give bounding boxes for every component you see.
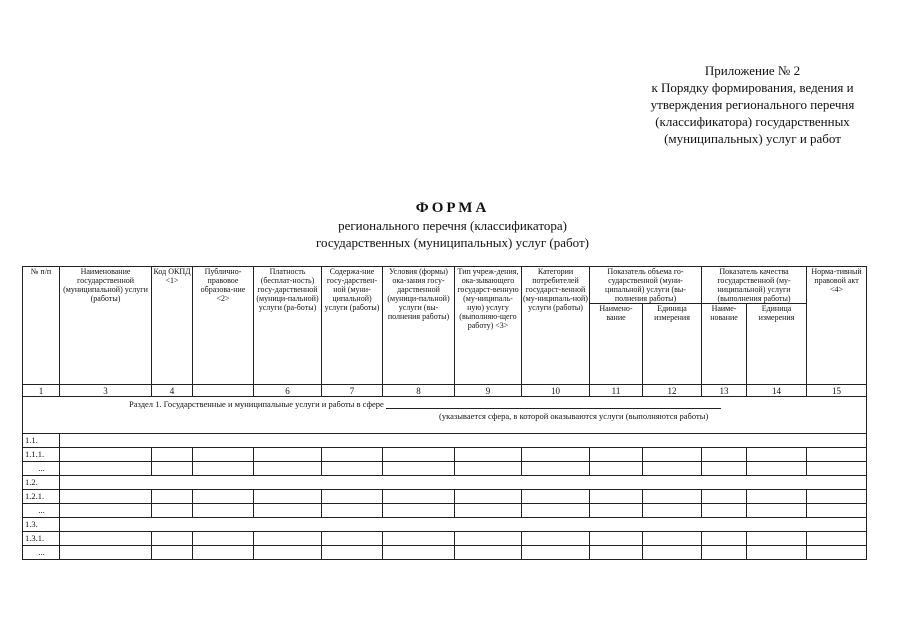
column-numbers-row bbox=[23, 385, 867, 397]
data-rows bbox=[23, 434, 867, 560]
services-table bbox=[22, 266, 867, 560]
table-row bbox=[23, 518, 867, 532]
table-cell[interactable] bbox=[60, 546, 152, 560]
table-cell[interactable] bbox=[193, 532, 254, 546]
column-number: 11 bbox=[590, 385, 643, 397]
table-cell[interactable] bbox=[807, 490, 867, 504]
column-number: 3 bbox=[60, 385, 152, 397]
table-cell[interactable] bbox=[643, 532, 702, 546]
table-cell[interactable] bbox=[702, 490, 747, 504]
column-number: 12 bbox=[643, 385, 702, 397]
column-number: 8 bbox=[383, 385, 455, 397]
column-number: 13 bbox=[702, 385, 747, 397]
section-cell bbox=[23, 397, 867, 434]
appendix-line-3: утверждения регионального перечня bbox=[650, 97, 855, 112]
col-header-legal-act: Норма-тивный правовой акт <4> bbox=[807, 267, 867, 385]
row-number: 1.3. bbox=[23, 518, 60, 532]
table-row bbox=[23, 462, 867, 476]
row-number: 1.1. bbox=[23, 434, 60, 448]
appendix-line-4: (классификатора) государственных bbox=[655, 114, 850, 129]
table-cell[interactable] bbox=[643, 546, 702, 560]
col-header-no: № п/п bbox=[23, 267, 60, 385]
appendix-line-2: к Порядку формирования, ведения и bbox=[651, 80, 854, 95]
table-cell[interactable] bbox=[60, 462, 152, 476]
table-row bbox=[23, 434, 867, 448]
table-cell[interactable] bbox=[322, 490, 383, 504]
form-heading: ФОРМА bbox=[415, 200, 490, 216]
table-cell[interactable] bbox=[383, 504, 455, 518]
table-cell[interactable] bbox=[60, 504, 152, 518]
header-row-1 bbox=[23, 267, 867, 304]
table-cell[interactable] bbox=[152, 532, 193, 546]
column-number: 7 bbox=[322, 385, 383, 397]
table-cell[interactable] bbox=[643, 448, 702, 462]
table-cell[interactable] bbox=[383, 546, 455, 560]
table-cell[interactable] bbox=[455, 448, 522, 462]
column-number: 15 bbox=[807, 385, 867, 397]
column-number: 10 bbox=[522, 385, 590, 397]
table-cell[interactable] bbox=[522, 532, 590, 546]
table-cell[interactable] bbox=[193, 504, 254, 518]
table-cell[interactable] bbox=[322, 504, 383, 518]
column-number: 14 bbox=[747, 385, 807, 397]
section-row bbox=[23, 397, 867, 434]
table-cell[interactable] bbox=[590, 504, 643, 518]
group-cell[interactable] bbox=[60, 518, 867, 532]
table-cell[interactable] bbox=[254, 546, 322, 560]
table-cell[interactable] bbox=[522, 462, 590, 476]
table-cell[interactable] bbox=[193, 448, 254, 462]
table-cell[interactable] bbox=[807, 462, 867, 476]
form-subtitle-1: регионального перечня (классификатора) bbox=[338, 218, 567, 233]
col-header-institution-type: Тип учреж-дения, ока-зывающего государст-венную (му-ниципаль-ную) услугу (выполняю-щего работу) <3> bbox=[455, 267, 522, 385]
section-note: (указывается сфера, в которой оказываются услуги (выполняются работы) bbox=[439, 411, 709, 421]
table-cell[interactable] bbox=[807, 504, 867, 518]
table-cell[interactable] bbox=[522, 448, 590, 462]
row-number: 1.1.1. bbox=[23, 448, 60, 462]
table-cell[interactable] bbox=[383, 532, 455, 546]
table-cell[interactable] bbox=[455, 546, 522, 560]
table-row bbox=[23, 504, 867, 518]
col-header-volume-unit: Единица измерения bbox=[643, 304, 702, 385]
col-header-content: Содержа-ние госу-дарствен-ной (муни-ципальной) услуги (работы) bbox=[322, 267, 383, 385]
table-cell[interactable] bbox=[152, 490, 193, 504]
table-cell[interactable] bbox=[747, 448, 807, 462]
table-cell[interactable] bbox=[702, 462, 747, 476]
table-cell[interactable] bbox=[193, 546, 254, 560]
column-number: 1 bbox=[23, 385, 60, 397]
table-cell[interactable] bbox=[455, 532, 522, 546]
table-cell[interactable] bbox=[747, 546, 807, 560]
table-row bbox=[23, 448, 867, 462]
table-cell[interactable] bbox=[590, 490, 643, 504]
col-header-consumers: Категории потребителей государст-венной (му-ниципаль-ной) услуги (работы) bbox=[522, 267, 590, 385]
table-cell[interactable] bbox=[193, 490, 254, 504]
table-row bbox=[23, 476, 867, 490]
table-cell[interactable] bbox=[322, 546, 383, 560]
table-cell[interactable] bbox=[747, 504, 807, 518]
row-number: 1.2. bbox=[23, 476, 60, 490]
column-number: 4 bbox=[152, 385, 193, 397]
section-title: Раздел 1. Государственные и муниципальные услуги и работы в сфере bbox=[129, 399, 384, 409]
table-cell[interactable] bbox=[254, 504, 322, 518]
row-number: ... bbox=[23, 462, 60, 476]
table-cell[interactable] bbox=[807, 448, 867, 462]
row-number: ... bbox=[23, 504, 60, 518]
group-cell[interactable] bbox=[60, 434, 867, 448]
table-cell[interactable] bbox=[254, 532, 322, 546]
table-cell[interactable] bbox=[152, 546, 193, 560]
table-cell[interactable] bbox=[702, 546, 747, 560]
table-cell[interactable] bbox=[522, 546, 590, 560]
table-cell[interactable] bbox=[643, 504, 702, 518]
table-cell[interactable] bbox=[807, 546, 867, 560]
col-group-quality: Показатель качества государственной (му-ниципальной) услуги (выполнения работы) bbox=[702, 267, 807, 304]
col-header-public-entity: Публично-правовое образова-ние <2> bbox=[193, 267, 254, 385]
column-number bbox=[193, 385, 254, 397]
table-cell[interactable] bbox=[590, 532, 643, 546]
table-cell[interactable] bbox=[322, 462, 383, 476]
table-cell[interactable] bbox=[322, 448, 383, 462]
table-cell[interactable] bbox=[522, 504, 590, 518]
col-header-payment: Платность (бесплат-ность) госу-дарственной (муници-пальной) услуги (ра-боты) bbox=[254, 267, 322, 385]
form-subtitle-2: государственных (муниципальных) услуг (работ) bbox=[316, 235, 589, 250]
table-cell[interactable] bbox=[702, 532, 747, 546]
table-cell[interactable] bbox=[60, 490, 152, 504]
table-cell[interactable] bbox=[322, 532, 383, 546]
row-number: ... bbox=[23, 546, 60, 560]
table-cell[interactable] bbox=[193, 462, 254, 476]
table-cell[interactable] bbox=[522, 490, 590, 504]
table-cell[interactable] bbox=[152, 448, 193, 462]
table-cell[interactable] bbox=[254, 448, 322, 462]
table-cell[interactable] bbox=[254, 490, 322, 504]
table-cell[interactable] bbox=[455, 504, 522, 518]
row-number: 1.3.1. bbox=[23, 532, 60, 546]
table-cell[interactable] bbox=[152, 504, 193, 518]
section-blank-line[interactable] bbox=[386, 400, 721, 409]
table-cell[interactable] bbox=[747, 532, 807, 546]
table-cell[interactable] bbox=[702, 504, 747, 518]
row-number: 1.2.1. bbox=[23, 490, 60, 504]
col-header-okpd: Код ОКПД <1> bbox=[152, 267, 193, 385]
table-row bbox=[23, 532, 867, 546]
col-header-conditions: Условия (формы) ока-зания госу-дарственной (муници-пальной) услуги (вы-полнения работы) bbox=[383, 267, 455, 385]
appendix-line-1: Приложение № 2 bbox=[704, 63, 801, 78]
appendix-header bbox=[600, 62, 905, 147]
table-cell[interactable] bbox=[60, 532, 152, 546]
table-cell[interactable] bbox=[383, 448, 455, 462]
table-cell[interactable] bbox=[590, 462, 643, 476]
appendix-line-5: (муниципальных) услуг и работ bbox=[664, 131, 841, 146]
table-cell[interactable] bbox=[807, 532, 867, 546]
table-cell[interactable] bbox=[455, 490, 522, 504]
table-cell[interactable] bbox=[254, 462, 322, 476]
table-cell[interactable] bbox=[643, 490, 702, 504]
col-header-quality-name: Наиме-нование bbox=[702, 304, 747, 385]
table-cell[interactable] bbox=[455, 462, 522, 476]
group-cell[interactable] bbox=[60, 476, 867, 490]
table-cell[interactable] bbox=[590, 546, 643, 560]
table-row bbox=[23, 546, 867, 560]
table-cell[interactable] bbox=[383, 462, 455, 476]
table-cell[interactable] bbox=[590, 448, 643, 462]
column-number: 9 bbox=[455, 385, 522, 397]
col-header-volume-name: Наимено-вание bbox=[590, 304, 643, 385]
table-cell[interactable] bbox=[152, 462, 193, 476]
table-cell[interactable] bbox=[747, 462, 807, 476]
col-header-name: Наименование государственной (муниципальной) услуги (работы) bbox=[60, 267, 152, 385]
table-cell[interactable] bbox=[702, 448, 747, 462]
column-number: 6 bbox=[254, 385, 322, 397]
table-cell[interactable] bbox=[747, 490, 807, 504]
table-cell[interactable] bbox=[60, 448, 152, 462]
table-cell[interactable] bbox=[643, 462, 702, 476]
table-row bbox=[23, 490, 867, 504]
col-group-volume: Показатель объема го-сударственной (муни-ципальной) услуги (вы-полнения работы) bbox=[590, 267, 702, 304]
col-header-quality-unit: Единица измерения bbox=[747, 304, 807, 385]
table-cell[interactable] bbox=[383, 490, 455, 504]
